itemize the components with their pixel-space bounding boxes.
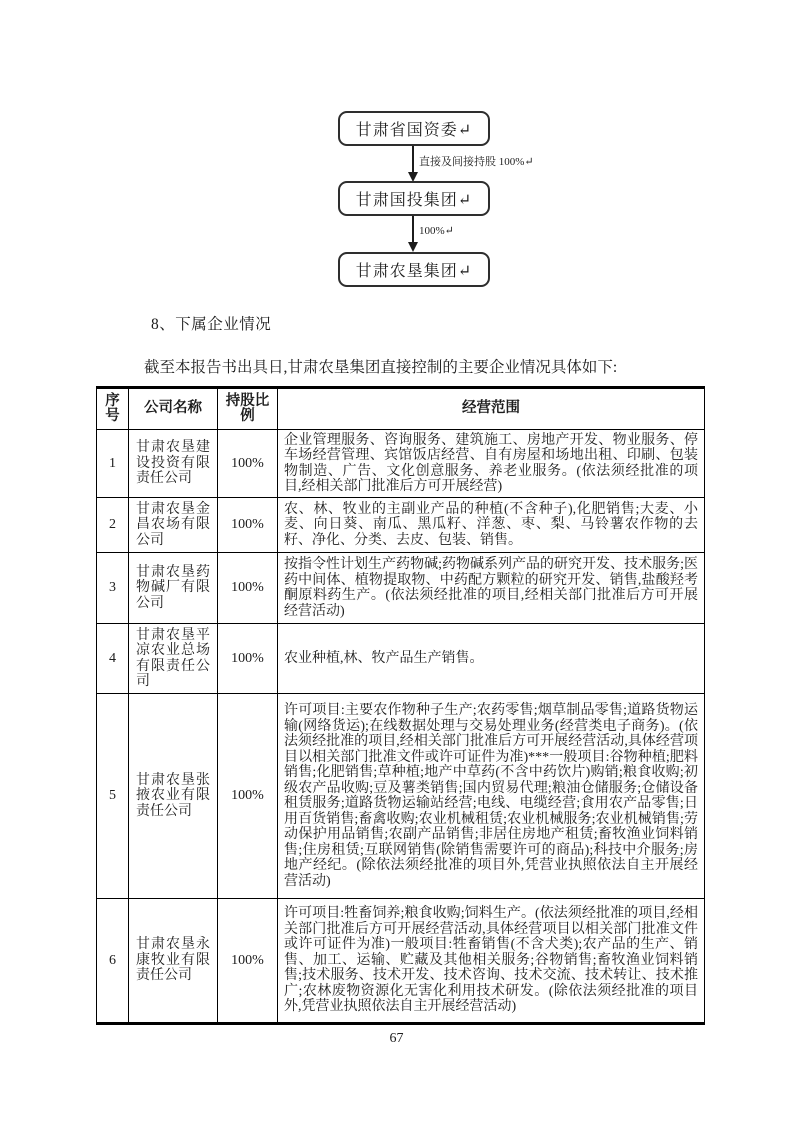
subsidiaries-table bbox=[96, 386, 705, 1025]
table-header-row bbox=[97, 388, 705, 430]
down-arrowhead-icon bbox=[408, 242, 418, 252]
section-heading: 8、下属企业情况 bbox=[151, 316, 272, 333]
table-row bbox=[97, 553, 705, 624]
cell-no: 4 bbox=[97, 624, 129, 694]
cell-no: 5 bbox=[97, 694, 129, 899]
down-arrow-line-icon bbox=[412, 146, 414, 173]
subsidiaries-table-body bbox=[97, 430, 705, 1024]
flowchart-node-provincial-sasac bbox=[338, 111, 490, 146]
cell-name: 甘肃农垦永康牧业有限责任公司 bbox=[129, 899, 218, 1024]
cell-ratio: 100% bbox=[218, 498, 278, 553]
cell-no: 1 bbox=[97, 430, 129, 498]
header-cell-company-name: 公司名称 bbox=[129, 388, 218, 430]
flowchart-node-label: 甘肃国投集团↵ bbox=[355, 192, 473, 209]
cell-no: 6 bbox=[97, 899, 129, 1024]
cell-scope: 许可项目:牲畜饲养;粮食收购;饲料生产。(依法须经批准的项目,经相关部门批准后方可开展经营活动,具体经营项目以相关部门批准文件或许可证件为准)一般项目:牲畜销售(不含犬类);农产品的生产、销售、加工、运输、贮藏及其他相关服务;谷物销售;畜牧渔业饲料销售;技术服务、技术开发、技术咨询、技术交流、技术转让、技术推广;农林废物资源化无害化利用技术研发。(除依法须经批准的项目外,凭营业执照依法自主开展经营活动) bbox=[278, 899, 705, 1024]
cell-ratio: 100% bbox=[218, 624, 278, 694]
header-cell-business-scope: 经营范围 bbox=[278, 388, 705, 430]
cell-name: 甘肃农垦药物碱厂有限公司 bbox=[129, 553, 218, 624]
cell-scope: 按指令性计划生产药物碱;药物碱系列产品的研究开发、技术服务;医药中间体、植物提取物、中药配方颗粒的研究开发、销售,盐酸羟考酮原料药生产。(依法须经批准的项目,经相关部门批准后方可开展经营活动) bbox=[278, 553, 705, 624]
cell-no: 2 bbox=[97, 498, 129, 553]
cell-scope: 企业管理服务、咨询服务、建筑施工、房地产开发、物业服务、停车场经营管理、宾馆饭店经营、自有房屋和场地出租、印刷、包装物制造、广告、文化创意服务、养老业服务。(依法须经批准的项目,经相关部门批准后方可开展经营) bbox=[278, 430, 705, 498]
flowchart-node-nongken-group bbox=[338, 252, 490, 287]
header-cell-no: 序号 bbox=[97, 388, 129, 430]
table-row bbox=[97, 624, 705, 694]
cell-name: 甘肃农垦建设投资有限责任公司 bbox=[129, 430, 218, 498]
cell-scope: 农、林、牧业的主副业产品的种植(不含种子),化肥销售;大麦、小麦、向日葵、南瓜、黑瓜籽、洋葱、枣、梨、马铃薯农作物的去籽、净化、分类、去皮、包装、销售。 bbox=[278, 498, 705, 553]
cell-name: 甘肃农垦张掖农业有限责任公司 bbox=[129, 694, 218, 899]
table-row bbox=[97, 430, 705, 498]
table-row bbox=[97, 899, 705, 1024]
edge-label-percent: 100%↵ bbox=[419, 225, 454, 237]
edge-label-holding: 直接及间接持股 100%↵ bbox=[419, 156, 534, 168]
flowchart-node-label: 甘肃农垦集团↵ bbox=[355, 263, 473, 280]
cell-name: 甘肃农垦平凉农业总场有限责任公司 bbox=[129, 624, 218, 694]
table-row bbox=[97, 694, 705, 899]
cell-no: 3 bbox=[97, 553, 129, 624]
page-number: 67 bbox=[389, 1031, 404, 1046]
flowchart-node-guotou-group bbox=[338, 181, 490, 216]
intro-paragraph: 截至本报告书出具日,甘肃农垦集团直接控制的主要企业情况具体如下: bbox=[144, 359, 618, 376]
flowchart-node-label: 甘肃省国资委↵ bbox=[355, 122, 473, 139]
cell-name: 甘肃农垦金昌农场有限公司 bbox=[129, 498, 218, 553]
cell-ratio: 100% bbox=[218, 430, 278, 498]
cell-ratio: 100% bbox=[218, 553, 278, 624]
cell-ratio: 100% bbox=[218, 694, 278, 899]
down-arrow-line-icon bbox=[412, 216, 414, 243]
cell-scope: 农业种植,林、牧产品生产销售。 bbox=[278, 624, 705, 694]
cell-scope: 许可项目:主要农作物种子生产;农药零售;烟草制品零售;道路货物运输(网络货运);在线数据处理与交易处理业务(经营类电子商务)。(依法须经批准的项目,经相关部门批准后方可开展经营活动,具体经营项目以相关部门批准文件或许可证件为准)***一般项目:谷物种植;肥料销售;化肥销售;草种植;地产中草药(不含中药饮片)购销;粮食收购;初级农产品收购;豆及薯类销售;国内贸易代理;粮油仓储服务;仓储设备租赁服务;道路货物运输站经营;电线、电缆经营;食用农产品零售;日用百货销售;畜禽收购;农业机械租赁;农业机械服务;农业机械销售;劳动保护用品销售;农副产品销售;非居住房地产租赁;畜牧渔业饲料销售;住房租赁;互联网销售(除销售需要许可的商品);科技中介服务;房地产经纪。(除依法须经批准的项目外,凭营业执照依法自主开展经营活动) bbox=[278, 694, 705, 899]
table-row bbox=[97, 498, 705, 553]
header-cell-shareholding-ratio: 持股比例 bbox=[218, 388, 278, 430]
cell-ratio: 100% bbox=[218, 899, 278, 1024]
